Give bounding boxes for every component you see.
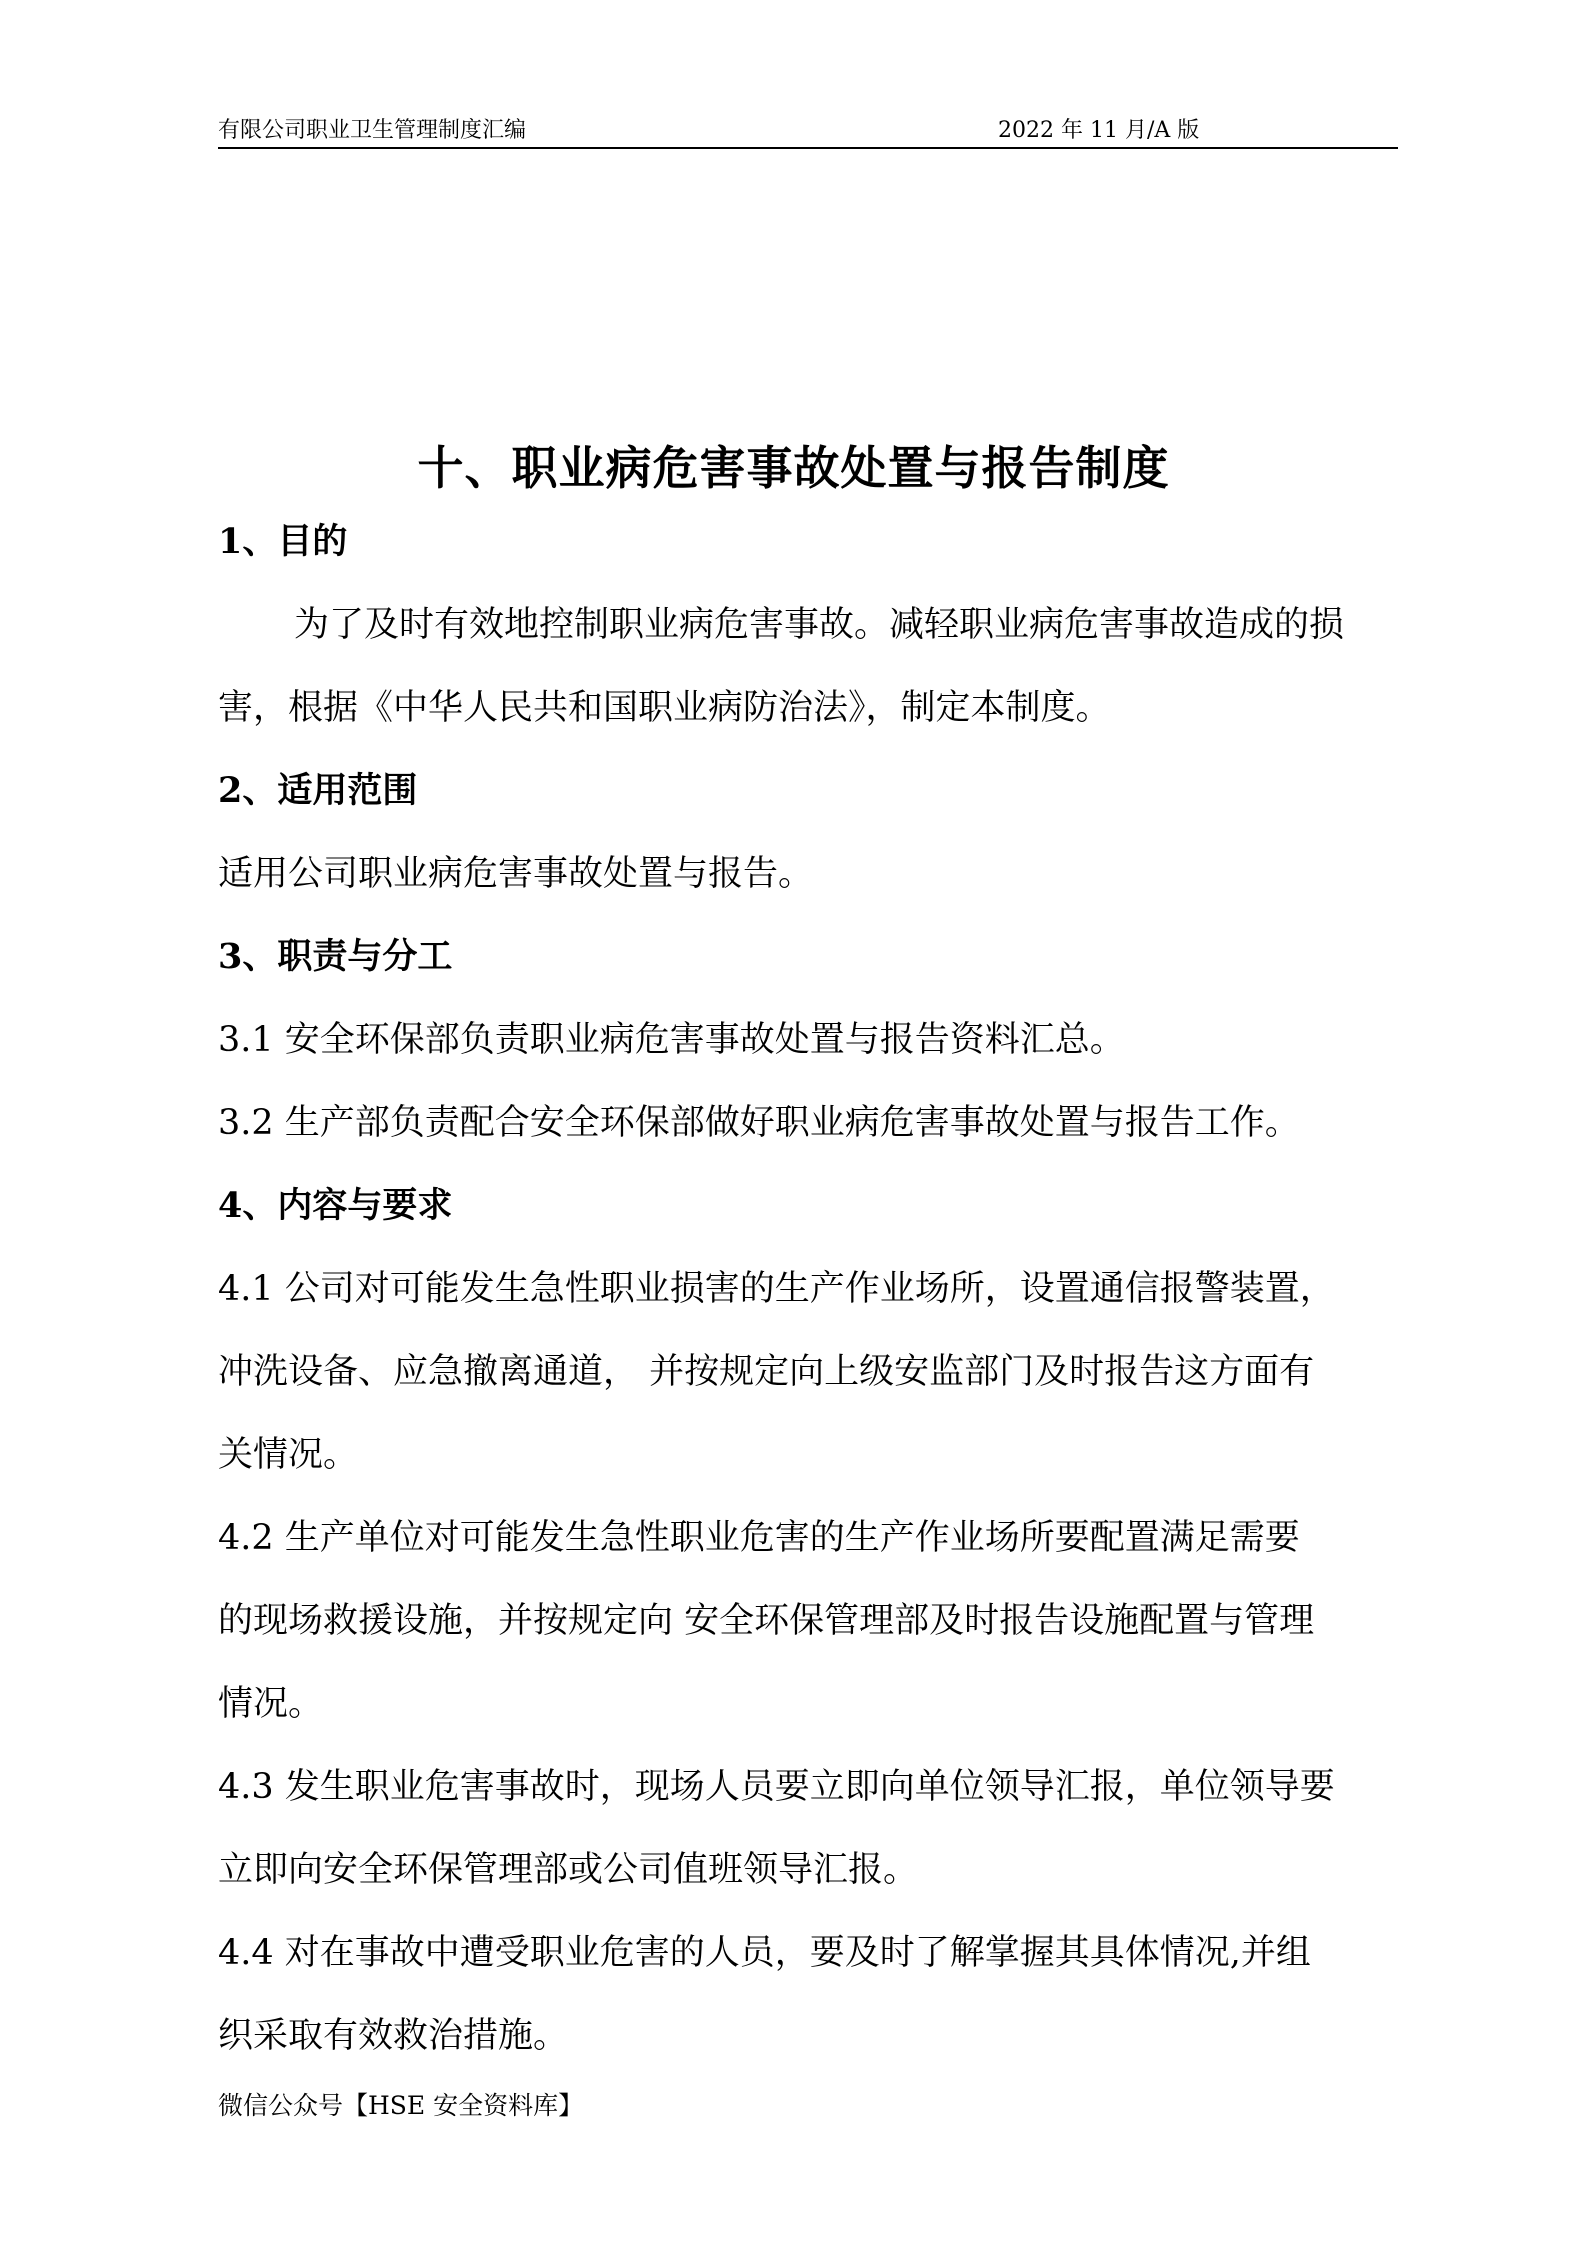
paragraph-line: 4.2 生产单位对可能发生急性职业危害的生产作业场所要配置满足需要 — [218, 1518, 1300, 1558]
header-version: 2022 年 11 月/A 版 — [998, 118, 1200, 143]
page-footer: 微信公众号【HSE 安全资料库】 — [218, 2091, 584, 2120]
section-heading-scope: 2、适用范围 — [218, 770, 418, 811]
paragraph-line: 4.1 公司对可能发生急性职业损害的生产作业场所，设置通信报警装置， — [218, 1269, 1335, 1309]
paragraph-line: 4.4 对在事故中遭受职业危害的人员，要及时了解掌握其具体情况,并组 — [218, 1933, 1311, 1973]
paragraph-line: 4.3 发生职业危害事故时，现场人员要立即向单位领导汇报，单位领导要 — [218, 1767, 1335, 1807]
section-heading-purpose: 1、目的 — [218, 521, 348, 562]
paragraph-line: 冲洗设备、应急撤离通道， 并按规定向上级安监部门及时报告这方面有 — [218, 1352, 1315, 1392]
paragraph-line: 3.1 安全环保部负责职业病危害事故处置与报告资料汇总。 — [218, 1020, 1125, 1060]
paragraph-line: 害，根据《中华人民共和国职业病防治法》，制定本制度。 — [218, 688, 1111, 728]
paragraph-line: 关情况。 — [218, 1435, 359, 1475]
section-heading-responsibilities: 3、职责与分工 — [218, 936, 453, 977]
page-title: 十、职业病危害事故处置与报告制度 — [417, 441, 1170, 495]
paragraph-line: 适用公司职业病危害事故处置与报告。 — [218, 854, 814, 894]
header-doc-title: 有限公司职业卫生管理制度汇编 — [218, 118, 527, 143]
paragraph-line: 情况。 — [218, 1684, 324, 1724]
paragraph-line: 的现场救援设施，并按规定向 安全环保管理部及时报告设施配置与管理 — [218, 1601, 1315, 1641]
paragraph-line: 为了及时有效地控制职业病危害事故。减轻职业病危害事故造成的损 — [294, 605, 1345, 645]
page-header — [218, 113, 1398, 149]
paragraph-line: 3.2 生产部负责配合安全环保部做好职业病危害事故处置与报告工作。 — [218, 1103, 1300, 1143]
paragraph-line: 立即向安全环保管理部或公司值班领导汇报。 — [218, 1850, 919, 1890]
paragraph-line: 织采取有效救治措施。 — [218, 2016, 569, 2056]
document-body — [218, 512, 1398, 2089]
section-heading-requirements: 4、内容与要求 — [218, 1185, 453, 1226]
